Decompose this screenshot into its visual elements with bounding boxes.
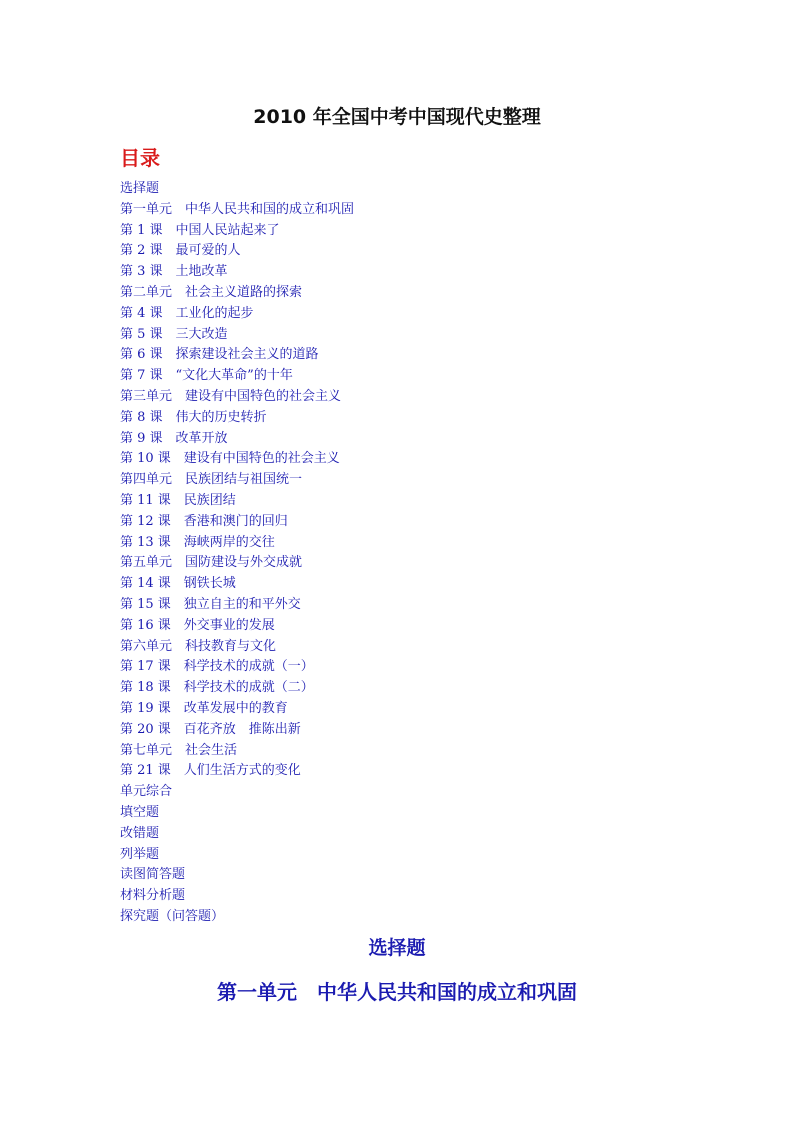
- toc-link[interactable]: 单元综合: [120, 784, 173, 800]
- toc-link[interactable]: 改错题: [120, 825, 160, 841]
- toc-link[interactable]: 第 13 课 海峡两岸的交往: [120, 534, 275, 550]
- toc-link[interactable]: 选择题: [120, 181, 160, 196]
- toc-link[interactable]: 第四单元 民族团结与祖国统一: [120, 472, 303, 488]
- toc-link[interactable]: 第 6 课 探索建设社会主义的道路: [120, 347, 319, 363]
- toc-link[interactable]: 第 21 课 人们生活方式的变化: [120, 763, 301, 779]
- unit-title: 第一单元 中华人民共和国的成立和巩固: [217, 980, 577, 1004]
- toc-link[interactable]: 第三单元 建设有中国特色的社会主义: [120, 388, 342, 404]
- toc-link[interactable]: 第 5 课 三大改造: [120, 326, 228, 342]
- toc-link[interactable]: 第 15 课 独立自主的和平外交: [120, 596, 301, 612]
- toc-link[interactable]: 第 3 课 土地改革: [120, 264, 228, 280]
- toc-link[interactable]: 填空题: [120, 804, 160, 820]
- toc-link[interactable]: 第 11 课 民族团结: [120, 492, 236, 508]
- toc-link[interactable]: 第 17 课 科学技术的成就（一）: [120, 659, 314, 675]
- toc-link[interactable]: 第一单元 中华人民共和国的成立和巩固: [120, 201, 355, 217]
- toc-link[interactable]: 第 18 课 科学技术的成就（二）: [120, 680, 314, 696]
- toc-link[interactable]: 第七单元 社会生活: [120, 742, 238, 758]
- toc-link[interactable]: 列举题: [120, 846, 160, 862]
- toc-link[interactable]: 第二单元 社会主义道路的探索: [120, 284, 303, 300]
- toc-link[interactable]: 第 9 课 改革开放: [120, 430, 228, 446]
- toc-link[interactable]: 第 12 课 香港和澳门的回归: [120, 513, 288, 529]
- toc-link[interactable]: 第 7 课 “文化大革命”的十年: [120, 368, 293, 384]
- toc-link[interactable]: 材料分析题: [120, 888, 186, 904]
- toc-link[interactable]: 第 14 课 钢铁长城: [120, 576, 236, 592]
- document-title: 2010 年全国中考中国现代史整理: [253, 106, 541, 128]
- toc-link[interactable]: 第 20 课 百花齐放 推陈出新: [120, 721, 301, 737]
- toc-heading: 目录: [120, 146, 160, 170]
- toc-link[interactable]: 读图简答题: [120, 867, 186, 883]
- toc-link[interactable]: 第 19 课 改革发展中的教育: [120, 700, 288, 716]
- toc-link[interactable]: 第六单元 科技教育与文化: [120, 638, 277, 654]
- toc-link[interactable]: 第 4 课 工业化的起步: [120, 305, 254, 321]
- toc-link[interactable]: 探究题（问答题）: [120, 908, 225, 924]
- toc-link[interactable]: 第 10 课 建设有中国特色的社会主义: [120, 451, 340, 467]
- toc-link[interactable]: 第 2 课 最可爱的人: [120, 243, 241, 259]
- toc-link[interactable]: 第 8 课 伟大的历史转折: [120, 409, 267, 425]
- toc-link[interactable]: 第 16 课 外交事业的发展: [120, 617, 275, 633]
- section-title: 选择题: [368, 937, 426, 959]
- toc-link[interactable]: 第 1 课 中国人民站起来了: [120, 222, 280, 238]
- toc-link[interactable]: 第五单元 国防建设与外交成就: [120, 555, 303, 571]
- table-of-contents: [120, 179, 354, 928]
